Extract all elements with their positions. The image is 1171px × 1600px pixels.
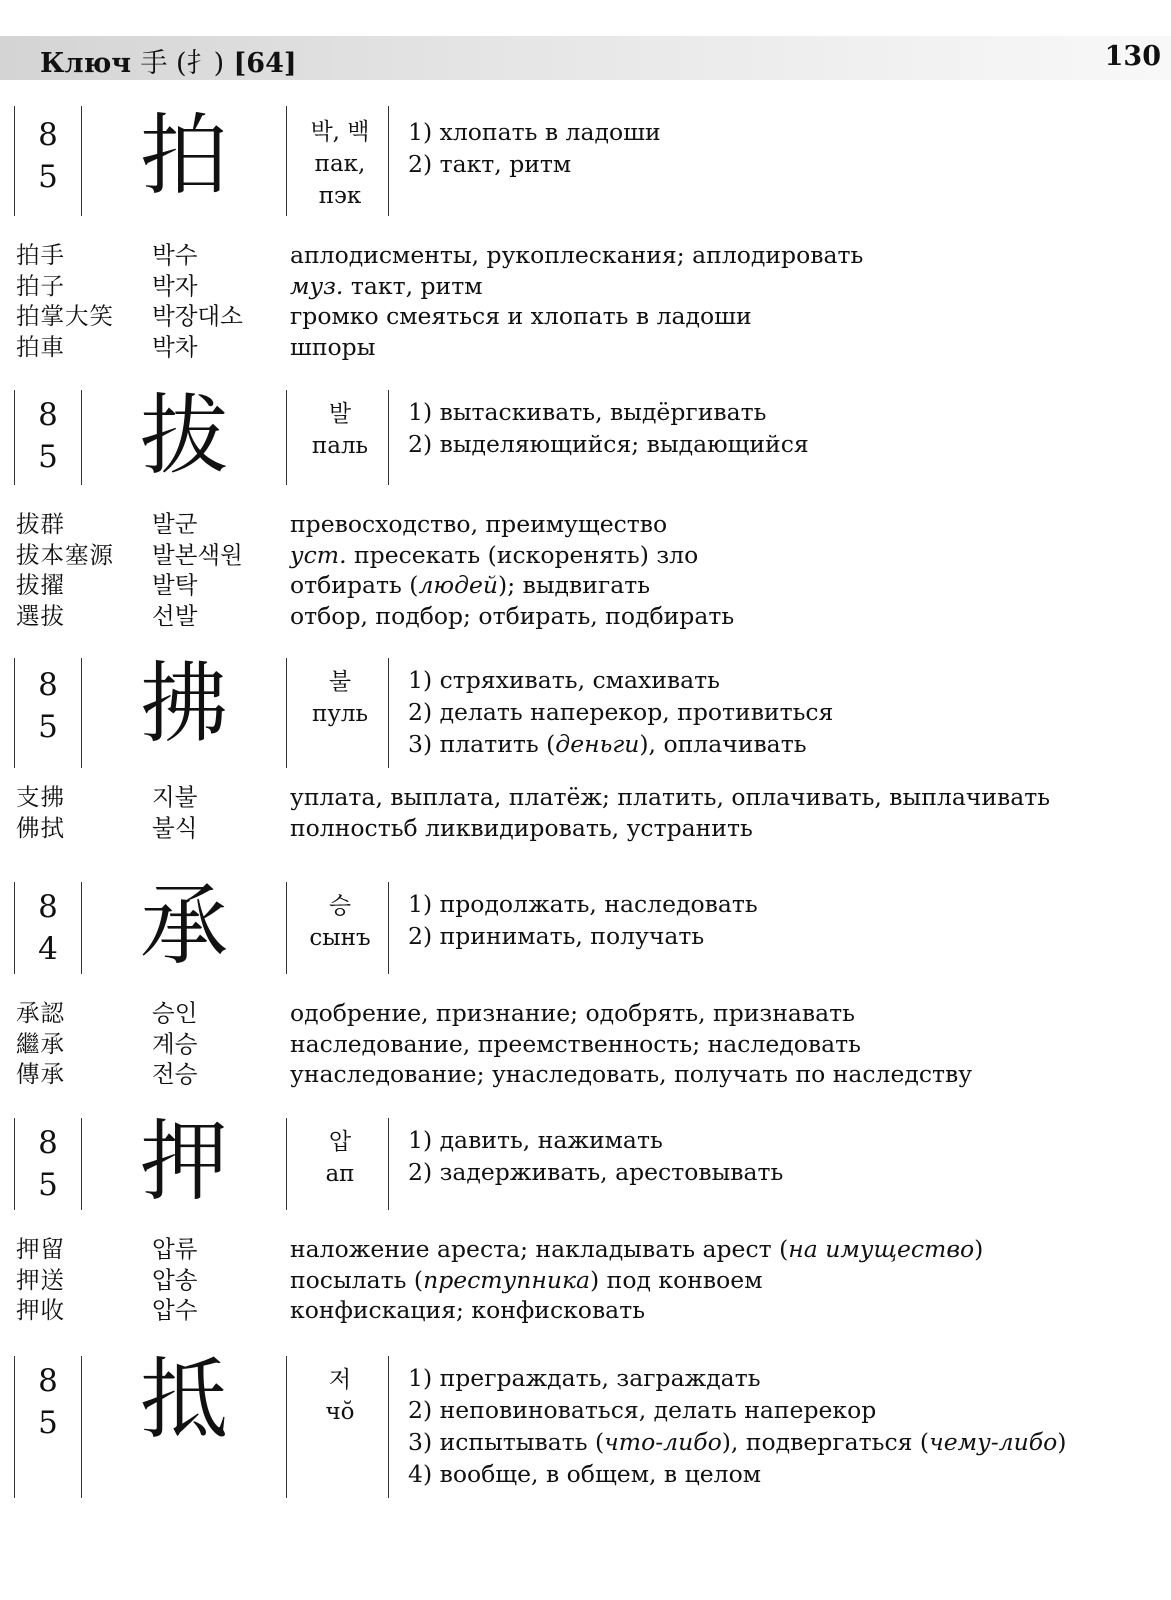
headword-character: 抵: [140, 1348, 229, 1451]
page-number: 130: [1104, 41, 1161, 72]
senses: 1) преграждать, заграждать 2) неповиноваться, делать наперекор 3) испытывать (что-либо), подвергаться (чему-либо) 4) вообще, в общем, в целом: [408, 1364, 1067, 1488]
compound-row: 拍手 박수 аплодисменты, рукоплескания; аплодировать: [16, 241, 864, 269]
compound-list: [0, 240, 1171, 362]
entry-head: [0, 1110, 1171, 1213]
headword-character: 拔: [140, 384, 229, 487]
compound-row: 拔本塞源 발본색원 уст. пресекать (искоренять) зло: [16, 540, 699, 569]
compound-row: 傳承 전승 унаследование; унаследовать, получать по наследству: [16, 1060, 973, 1088]
radical-number: [64]: [233, 48, 297, 79]
entry-head: [0, 652, 1171, 768]
senses: 1) хлопать в ладоши 2) такт, ритм: [408, 118, 661, 178]
compound-list: [0, 998, 1171, 1090]
radical: 手 (扌): [140, 48, 225, 79]
readings: 승 сынъ: [309, 893, 371, 951]
compound-row: 拍車 박차 шпоры: [16, 332, 376, 361]
readings: 압 ап: [325, 1129, 355, 1187]
headword-character: 承: [140, 874, 229, 977]
senses: 1) давить, нажимать 2) задерживать, арестовывать: [408, 1126, 784, 1186]
compound-row: 押留 압류 наложение ареста; накладывать арест (на имущество): [16, 1235, 984, 1263]
compound-list: [0, 1234, 1171, 1326]
readings: 불 пуль: [312, 669, 368, 727]
compound-row: 佛拭 불식 полностьб ликвидировать, устранить: [16, 813, 753, 842]
compound-row: 選拔 선발 отбор, подбор; отбирать, подбирать: [16, 601, 735, 630]
readings: 박, 백 пак, пэк: [310, 119, 370, 209]
compound-row: 拔擢 발탁 отбирать (людей); выдвигать: [16, 571, 651, 599]
senses: 1) вытаскивать, выдёргивать 2) выделяющийся; выдающийся: [408, 398, 809, 458]
compound-row: 支拂 지불 уплата, выплата, платёж; платить, оплачивать, выплачивать: [16, 783, 1051, 811]
entry-head: [0, 1348, 1171, 1498]
entry-ap: [0, 1110, 1171, 1326]
senses: 1) стряхивать, смахивать 2) делать наперекор, противиться 3) платить (деньги), оплачивать: [408, 666, 834, 758]
compound-row: 押送 압송 посылать (преступника) под конвоем: [16, 1265, 763, 1294]
entry-pal: [0, 384, 1171, 631]
compound-list: [0, 782, 1171, 843]
senses: 1) продолжать, наследовать 2) принимать, получать: [408, 890, 758, 950]
readings: 발 паль: [311, 401, 369, 459]
stroke-count: 8 5: [38, 1125, 58, 1203]
compound-row: 押收 압수 конфискация; конфисковать: [16, 1296, 645, 1324]
compound-row: 拍子 박자 муз. такт, ритм: [16, 271, 483, 300]
compound-list: [0, 509, 1171, 631]
headword-character: 拂: [140, 652, 229, 755]
page-header: [0, 36, 1171, 80]
compound-row: 拍掌大笑 박장대소 громко смеяться и хлопать в ладоши: [16, 302, 752, 330]
headword-character: 拍: [140, 104, 229, 207]
stroke-count: 8 4: [38, 889, 58, 967]
headword-character: 押: [140, 1110, 229, 1213]
readings: 저 чŏ: [325, 1367, 355, 1425]
stroke-count: 8 5: [38, 1363, 58, 1441]
stroke-count: 8 5: [38, 397, 58, 475]
entry-head: [0, 384, 1171, 487]
compound-row: 繼承 계승 наследование, преемственность; наследовать: [16, 1029, 861, 1058]
stroke-count: 8 5: [38, 667, 58, 745]
stroke-count: 8 5: [38, 117, 58, 195]
entry-pul: [0, 652, 1171, 843]
entry-head: [0, 106, 1171, 216]
entry-pak: [0, 106, 1171, 362]
entry-head: [0, 874, 1171, 977]
entry-cho: [0, 1348, 1171, 1498]
compound-row: 拔群 발군 превосходство, преимущество: [16, 510, 668, 538]
compound-row: 承認 승인 одобрение, признание; одобрять, признавать: [16, 999, 855, 1027]
section-title: [40, 41, 297, 80]
entry-syn: [0, 874, 1171, 1090]
title-prefix: Ключ: [40, 48, 132, 79]
